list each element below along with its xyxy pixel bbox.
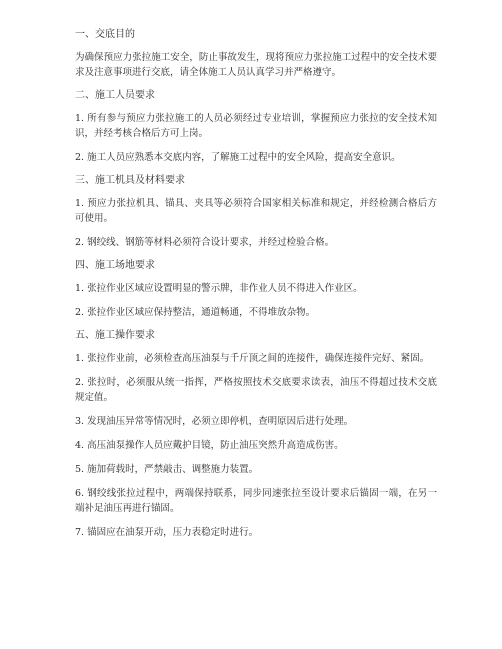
- paragraph-operation-3: 3. 发现油压异常等情况时，必须立即停机，查明原因后进行处理。: [75, 416, 354, 427]
- section-heading-site: 四、施工场地要求: [75, 260, 155, 271]
- paragraph-personnel-1: 1. 所有参与预应力张拉施工的人员必须经过专业培训，掌握预应力张拉的安全技术知识，并经考核合格后方可上岗。: [75, 113, 437, 139]
- paragraph-personnel-2: 2. 施工人员应熟悉本交底内容，了解施工过程中的安全风险，提高安全意识。: [75, 152, 401, 163]
- paragraph-site-1: 1. 张拉作业区域应设置明显的警示牌，非作业人员不得进入作业区。: [75, 283, 363, 294]
- paragraph-equipment-1: 1. 预应力张拉机具、锚具、夹具等必须符合国家相关标准和规定，并经检测合格后方可使用。: [75, 198, 437, 224]
- section-heading-equipment: 三、施工机具及材料要求: [75, 175, 185, 186]
- document-body: [75, 28, 437, 549]
- paragraph-site-2: 2. 张拉作业区域应保持整洁，通道畅通，不得堆放杂物。: [75, 307, 316, 318]
- paragraph-operation-5: 5. 施加荷载时，严禁敲击、调整施力装置。: [75, 464, 259, 475]
- section-heading-operation: 五、施工操作要求: [75, 330, 155, 341]
- paragraph-operation-6: 6. 钢绞线张拉过程中，两端保持联系，同步同速张拉至设计要求后锚固一端，在另一端补足油压再进行锚固。: [75, 488, 437, 514]
- section-heading-purpose: 一、交底目的: [75, 29, 135, 40]
- paragraph-operation-4: 4. 高压油泵操作人员应戴护目镜，防止油压突然升高造成伤害。: [75, 440, 344, 451]
- section-heading-personnel: 二、施工人员要求: [75, 90, 155, 101]
- paragraph-operation-1: 1. 张拉作业前，必须检查高压油泵与千斤顶之间的连接件，确保连接件完好、紧固。: [75, 353, 430, 364]
- paragraph-equipment-2: 2. 钢绞线、钢筋等材料必须符合设计要求，并经过检验合格。: [75, 237, 335, 248]
- paragraph-operation-2: 2. 张拉时，必须服从统一指挥，严格按照技术交底要求读表，油压不得超过技术交底规定值。: [75, 377, 437, 403]
- paragraph-operation-7: 7. 锚固应在油泵开动，压力表稳定时进行。: [75, 527, 259, 538]
- paragraph-purpose: 为确保预应力张拉施工安全，防止事故发生，现将预应力张拉施工过程中的安全技术要求及注意事项进行交底，请全体施工人员认真学习并严格遵守。: [75, 52, 437, 78]
